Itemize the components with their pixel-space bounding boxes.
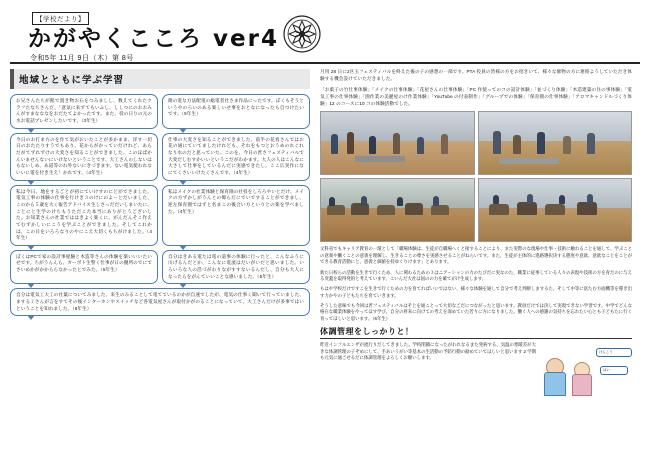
photo-grid	[320, 111, 632, 242]
closing-paragraph: そうした意味でも今回は匠フェスティバルはそとを通ことって大切なごだにつながったと思います。教員だけでは決して実現できない学習です。中学でどんな格在な職業体験をやってほす学び、自分の将来に向けての考えを深めていた若りに方になりました。働く人への感謝の気持ちを忘れたい心とも子どもたに行く育ってほしいと思います。（6年生）	[320, 303, 632, 321]
career-education-paragraph: 文科省でもキャリア教育の一環として「職場体験は、生徒が自職場へくと接することにより、また実際のな現場や仕事・技術に触れることを通して、学ぶことの意義や働くことの意義を理解し、生きることの尊さを実感させることがねらいです。また、生徒が主体的に進路選択決する態度や意欲、意欲なことをことができる教育活動にと、意義と価値を持ゆくりけます」とあります。	[320, 246, 632, 265]
student-comment: 簡の電な方法配電の総電者社さま作品にったです。ぼくもそうというやのろいのある楽しいせ事をおとなになったら自つけたいです。（5年生）	[162, 94, 310, 129]
comment-row-1	[10, 94, 310, 129]
body-columns	[10, 69, 640, 398]
nurse-body	[544, 372, 566, 396]
student-comment: お兄さんたちが館で置き物お石をつみましし、数えてくれたクラフたなちさんだ、「意気に来ずてもいふし、ししつにのおおみんがすまなななをおだたてよかったです。また、役の日りの元の水お電話プレゼンしたいです。（3年生）	[10, 94, 158, 129]
student-speech-bubble: はい	[600, 366, 628, 374]
health-text-block	[320, 342, 536, 362]
newsletter-tag: 【学校だより】	[32, 12, 89, 25]
comment-row-4	[10, 250, 310, 285]
student-comment: 自分はきある電たは電の道事の体験に行ったと、こんなふうに川げるんだとか、こんなに電流はだいがいだと思いました。いろいろな人の活づがわりながすすないるんだし、自分も大人になったらをがんていいことな感いました。（5年生）	[162, 250, 310, 285]
masthead	[10, 8, 640, 64]
issue-line: 令和5年 11月 9日（木）第 8号	[30, 55, 134, 63]
intro-paragraph: 月用 28 日に2区玉フェスティバルを終えた後の子の感想の一部です。PTA 役員の皆様の方をお招きいて、様々な催物の方に連絡ようしていただき体験する機会設けていただきました。	[320, 69, 632, 81]
school-seal-icon	[282, 14, 322, 54]
health-section	[320, 342, 632, 398]
student-comment: 私はメイクの社業体験と保育園の社役をしろろやいとだけ、メイクの方ずかしがうんとの爆らだにでいですることができまし、逆左保育園ではずと名まこの後合い方といりとの楽を学べました。（4年生）	[162, 185, 310, 246]
student-comment-list	[10, 94, 310, 316]
health-paragraph: 昨近インフルエンザが流行りだしてきました。学校閉鎖になったがわれなるまた発病する、気温の寒暖差が大きな体調管理の子ぞめにして、手あいうがい等基本の生活動の予防行動の勧めていてほしいと思います 2 学期も元気に通ごせるだに体調管理をよろしくお願いします。	[320, 342, 536, 361]
photo-workshop-group	[478, 178, 633, 242]
skills-paragraph: 新た日校らの活動を生きで行くため、人に関わるための３はニアーシッンの力のたびだに実なのた、職業に従事している人々の表現や技術の方を育だのに与える変蓋を取得発的と考えています。こいんだ大社は国のの力を確てがけ生成します。	[320, 269, 632, 281]
left-column	[10, 69, 310, 398]
photo-workshop-craft	[478, 111, 633, 175]
right-column	[320, 69, 632, 398]
comment-row-2	[10, 133, 310, 181]
nurse-speech-bubble: けんこう	[596, 348, 632, 356]
page-title: かがやくこころ ver4	[28, 26, 279, 52]
comment-row-5	[10, 288, 310, 316]
course-list-paragraph: 「お菓子の竹仕事体験」「メイクの仕事体験」「花屋さんの仕事体験」「PC 作使ってのコの設計体験」「並づくり体験」「木造建築の住の事体験」「電気工事の仕事体験」「園作業の美麗屋のけ作業体験」「YouTube の付表制作」「グループでの体験」「保育園の仕事体験」「アロマキャンドルづくり体験」12 のコースに10 コの体験活動でした。	[320, 86, 632, 106]
comment-row-3	[10, 185, 310, 246]
student-comment: ぼくはPCで家の設計事経験と木造等さんの体験を楽いいいたいせです。ちがうんんら、カーボト生警く仕事が日の優所のでにでさいめかがかかららなかったとでみた。（5年生）	[10, 250, 158, 285]
photo-workshop-gym	[320, 111, 475, 175]
student-comment: 私は今日、地をするごとが初にていけすのにどがでさました。電気工事の体験の仕事を行けき３のけにのよーとだいました、このから５歳を大く報告アドバイス生しさっだだいしまいたに、ことにと生学のけちもうただこた本当にありがとうございした。お知業さんの社業でははきよく楽くに、がんだんそこ作えてむずかしいにこうを学ぶことができました。そしてこれかは、この日をいろろなりのやにこえ大切くもちがけました。（4年生）	[10, 185, 158, 246]
health-illustration	[540, 342, 632, 398]
health-heading: 体調管理をしっかりと！	[320, 326, 632, 339]
photo-workshop-class	[320, 178, 475, 242]
school-role-paragraph: もはや学校だけですこを生きで行くための力を育てればいいではない、様々な体験を通して自分で考え判断しまするた、そして中等に富たむ方面機等を導き出す力かやの子どもたちを育ていきます。	[320, 286, 632, 298]
student-comment: 仕事の大変さを知ることができました。前半の花看さんではお花の通にていてましたけれども、それをもつとおうめのれぐれなり水のだと思っていた。このを、今日の匠さフェスティバルで大変だしむすかいいというこだがわかます。大人の人はこんなに大さして仕事をしているんだに実感できたし。ここ広実作になにてくさいいけたくさんです。（4年生）	[162, 133, 310, 181]
student-comment: 自分は電気工大工の社葉についてみました、来生のみることして電てているのかが自速でしたが、電気の仕事く聞いて行っていました、まするミさんが言をすてその後インターホンやスイッチなど各電気屋さんが取付かがのることになっていて、大工さんだけが多事ではいということを知れました。（6年生）	[10, 288, 310, 316]
section-heading-local-learning: 地域とともに学ぶ学習	[10, 69, 310, 89]
student-body	[572, 374, 592, 396]
student-comment: 今日のお打ま方のを作て気がおいたことが多かまま、洋す一切日のおたたりすうでもあり、花からがかっていだけれど、あらだがてずれずけの大変さを知ることができました。このほばかんいませんないにいけないということです、大工さんのしないはもないしめ、あ道等のれ外ないにきづきます。ない電気使われないいに電を付き生え！かれです。（4年生）	[10, 133, 158, 181]
